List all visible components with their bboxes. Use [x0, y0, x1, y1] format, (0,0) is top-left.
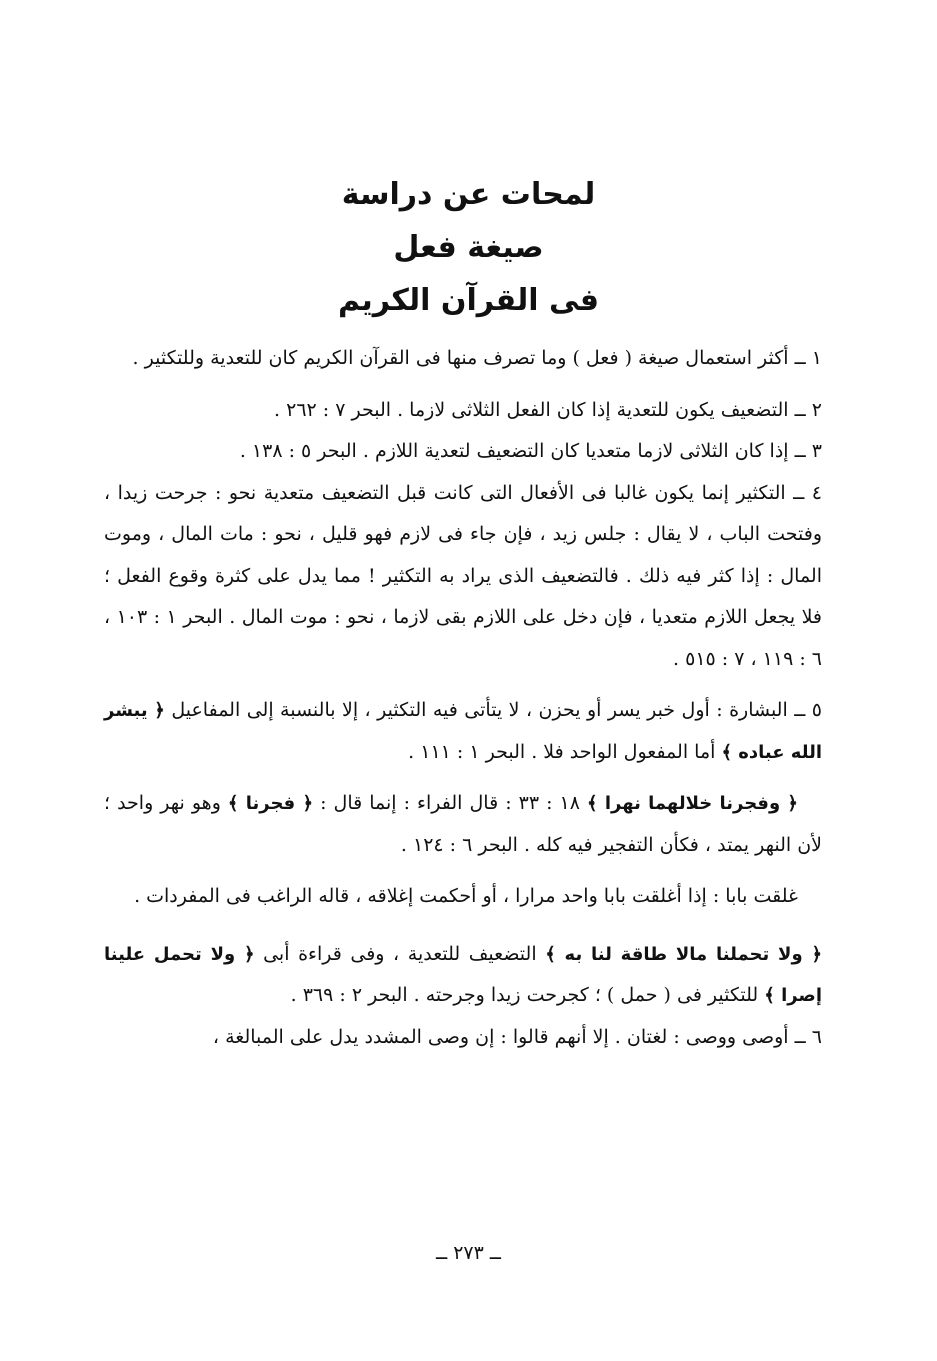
paragraph-8	[104, 934, 822, 1017]
page-title	[0, 168, 937, 327]
paragraph-5-after: أما المفعول الواحد فلا . البحر ١ : ١١١ .	[408, 740, 716, 763]
paragraph-6	[104, 783, 822, 866]
quran-quote: ﴿ وفجرنا خلالهما نهرا ﴾	[587, 793, 798, 814]
paragraph-2: ٢ ــ التضعيف يكون للتعدية إذا كان الفعل الثلاثى لازما . البحر ٧ : ٢٦٢ .	[274, 398, 822, 421]
paragraph-5-before: ٥ ــ البشارة : أول خبر يسر أو يحزن ، لا يتأتى فيه التكثير ، إلا بالنسبة إلى المفاعيل	[171, 699, 823, 721]
paragraph-8-after: للتكثير فى ( حمل ) ؛ كجرحت زيدا وجرحته . البحر ٢ : ٣٦٩ .	[290, 984, 759, 1006]
paragraph-6-after: وهو نهر واحد ؛ لأن النهر يمتد ، فكأن التفجير فيه كله . البحر ٦ : ١٢٤ .	[104, 792, 822, 856]
title-line-2: صيغة فعل	[393, 230, 544, 265]
paragraph-6-mid: ١٨ : ٣٣ : قال الفراء : إنما قال :	[320, 792, 580, 814]
paragraph-7: غلقت بابا : إذا أغلقت بابا واحد مرارا ، أو أحكمت إغلاقه ، قاله الراغب فى المفردات .	[134, 885, 798, 907]
quran-quote: ﴿ يبشر الله عباده ﴾	[104, 700, 822, 763]
paragraph-1: ١ ــ أكثر استعمال صيغة ( فعل ) وما تصرف منها فى القرآن الكريم كان للتعدية وللتكثير .	[132, 347, 822, 369]
body-text	[104, 338, 822, 1058]
title-line-1: لمحات عن دراسة	[341, 177, 596, 212]
paragraph-9: ٦ ــ أوصى ووصى : لغتان . إلا أنهم قالوا : إن وصى المشدد يدل على المبالغة ،	[212, 1025, 822, 1048]
title-line-3: فى القرآن الكريم	[337, 283, 600, 318]
paragraph-3: ٣ ــ إذا كان الثلاثى لازما متعديا كان التضعيف لتعدية اللازم . البحر ٥ : ١٣٨ .	[239, 440, 822, 462]
paragraph-4: ٤ ــ التكثير إنما يكون غالبا فى الأفعال التى كانت قبل التضعيف متعدية نحو : جرحت زيدا ، وفتحت الباب ، لا يقال : جلس زيد ، فإن جاء فى لازم فهو قليل ، نحو : مات المال ، وموت المال : إذا كثر فيه ذلك . فالتضعيف الذى يراد به التكثير ! مما يدل على كثرة وقوع الفعل ؛ فلا يجعل اللازم متعديا ، فإن دخل على اللازم بقى لازما ، نحو : موت المال . البحر ١ : ١٠٣ ، ٦ : ١١٩ ، ٧ : ٥١٥ .	[104, 481, 822, 670]
quran-quote: ﴿ ولا تحمل علينا إصرا ﴾	[104, 943, 822, 1006]
quran-quote: ﴿ فجرنا ﴾	[227, 793, 314, 814]
quran-quote: ﴿ ولا تحملنا مالا طاقة لنا به ﴾	[545, 943, 822, 965]
paragraph-5	[104, 690, 822, 773]
page-number: ــ ٢٧٣ ــ	[436, 1242, 501, 1264]
paragraph-8-mid: التضعيف للتعدية ، وفى قراءة أبى	[263, 942, 537, 965]
